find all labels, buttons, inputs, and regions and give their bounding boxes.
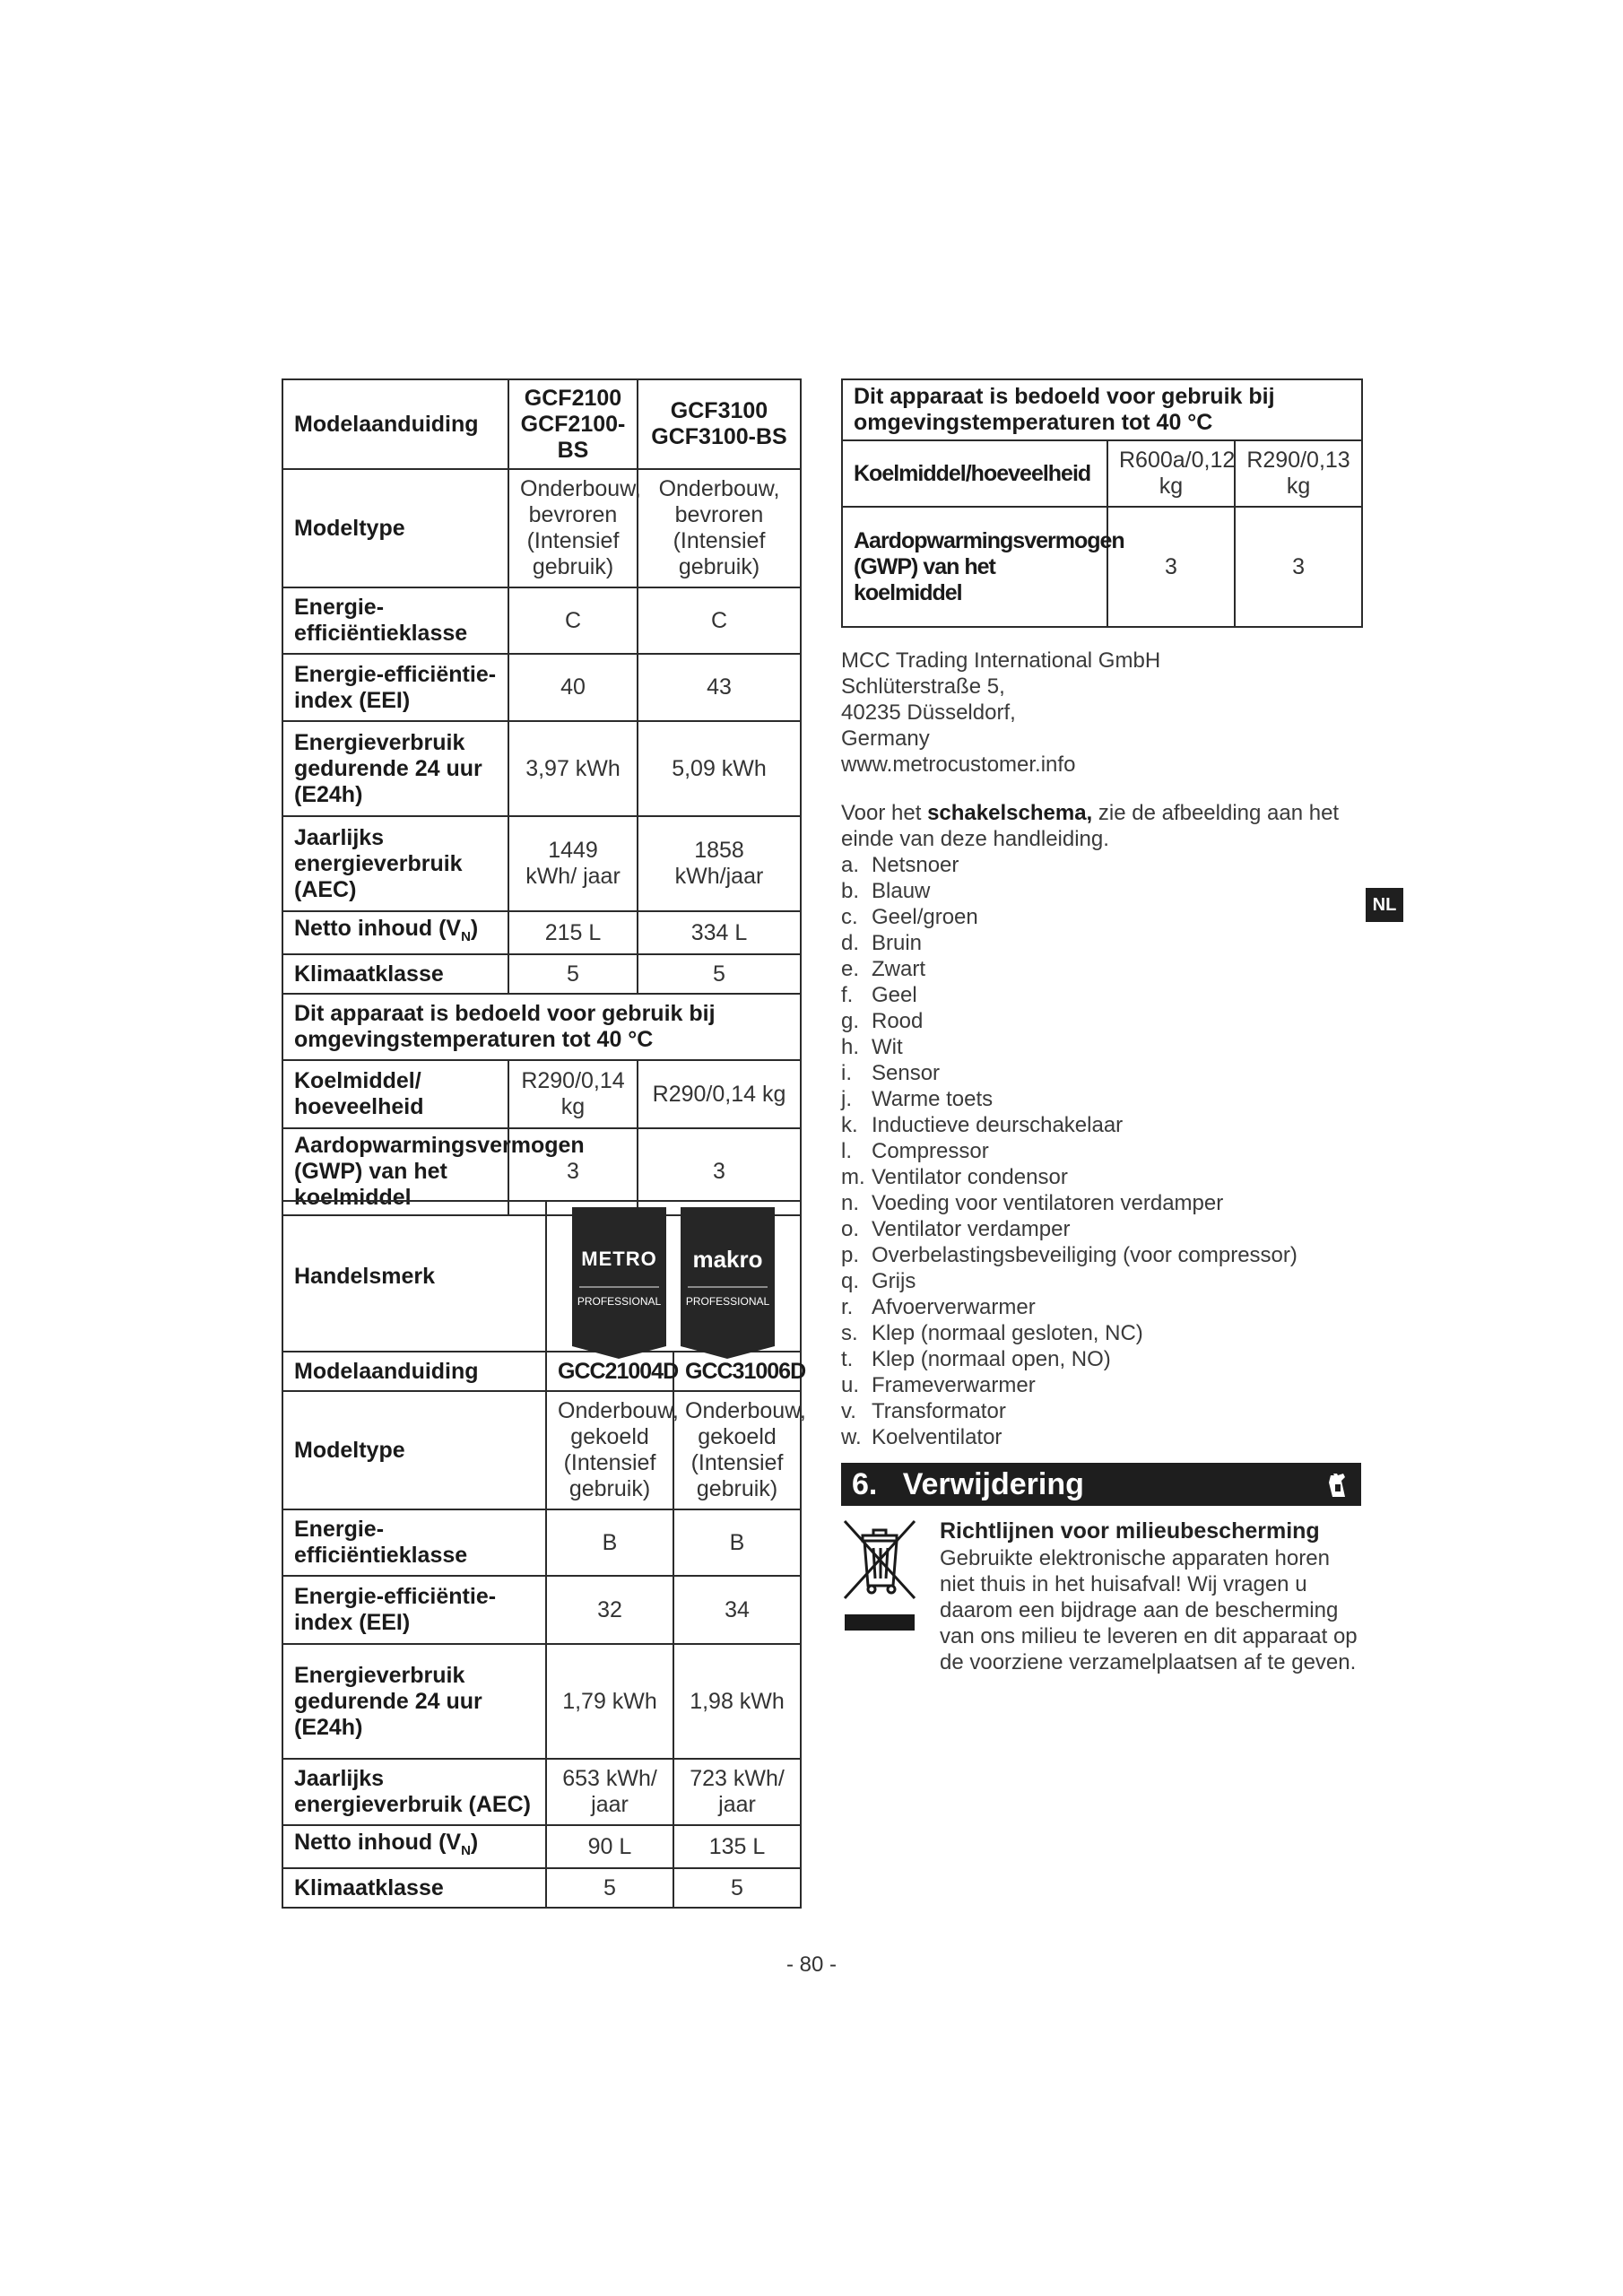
aec-value: 723 kWh/ jaar: [673, 1759, 801, 1825]
climate-class-value: 5: [546, 1868, 673, 1908]
row-label-energy-class: Energie-efficiëntieklasse: [282, 587, 508, 654]
table-row: [282, 1759, 801, 1825]
energy-class-value: B: [673, 1509, 801, 1576]
type-value: Onderbouw, bevroren (Intensief gebruik): [508, 469, 638, 587]
table-row: [282, 721, 801, 816]
table-row: [842, 440, 1362, 507]
energy-class-value: C: [508, 587, 638, 654]
aec-value: 653 kWh/ jaar: [546, 1759, 673, 1825]
model-gcf2100: GCF2100 GCF2100-BS: [508, 379, 638, 469]
refrigerant-value: R290/0,14 kg: [638, 1060, 801, 1128]
wiring-legend-block: [841, 800, 1361, 1450]
climate-class-value: 5: [638, 954, 801, 994]
model-gcc31006d: GCC31006D: [673, 1352, 801, 1391]
language-tab-nl: NL: [1366, 888, 1403, 922]
list-item: g. Rood: [841, 1009, 924, 1033]
refrigerant-value: R290/0,14 kg: [508, 1060, 638, 1128]
table-row: [282, 379, 801, 469]
table-row: [282, 816, 801, 911]
list-item: a. Netsnoer: [841, 853, 959, 877]
type-value: Onderbouw, gekoeld (Intensief gebruik): [546, 1391, 673, 1509]
list-item: d. Bruin: [841, 931, 923, 955]
list-item: f. Geel: [841, 983, 917, 1007]
table-row: [842, 507, 1362, 627]
ambient-temperature-note: Dit apparaat is bedoeld voor gebruik bij omgevingstemperaturen tot 40 °C: [282, 994, 801, 1060]
table-row: [282, 469, 801, 587]
list-item: e. Zwart: [841, 957, 925, 981]
net-volume-value: 334 L: [638, 911, 801, 954]
list-item: r. Afvoerverwarmer: [841, 1295, 1036, 1319]
eei-value: 40: [508, 654, 638, 721]
wiring-intro: Voor het schakelschema, zie de afbeelding aan het einde van deze handleiding.: [841, 801, 1340, 851]
row-label-refrigerant: Koelmiddel/ hoeveelheid: [282, 1060, 508, 1128]
eco-guideline-text: Gebruikte elektronische apparaten horen niet thuis in het huisafval! Wij vragen u daarom een bijdrage aan de bescherming van ons milieu te leveren en dit apparaat op de voorziene verzamelplaatsen af te geven.: [940, 1546, 1358, 1674]
list-item: v. Transformator: [841, 1399, 1006, 1423]
refrigerant-value: R600a/0,12 kg: [1107, 440, 1235, 507]
e24h-value: 5,09 kWh: [638, 721, 801, 816]
gwp-value: 3: [1107, 507, 1235, 627]
spec-table-gcc: [282, 1200, 806, 1909]
row-label-aec: Jaarlijks energieverbruik (AEC): [282, 816, 508, 911]
metro-professional-logo: METRO PROFESSIONAL: [572, 1207, 666, 1346]
row-label-model: Modelaanduiding: [282, 1352, 546, 1391]
row-label-gwp: Aardopwarmingsvermogen (GWP) van het koelmiddel: [842, 507, 1107, 627]
type-value: Onderbouw, gekoeld (Intensief gebruik): [673, 1391, 801, 1509]
address-line: Germany: [841, 726, 930, 751]
gwp-value: 3: [1235, 507, 1362, 627]
row-label-net-volume: Netto inhoud $(V_N)$: [282, 911, 508, 954]
row-label-type: Modeltype: [282, 1391, 546, 1509]
row-label-eei: Energie-efficiëntie-index (EEI): [282, 1576, 546, 1644]
table-row: [282, 654, 801, 721]
list-item: k. Inductieve deurschakelaar: [841, 1113, 1124, 1137]
row-label-climate-class: Klimaatklasse: [282, 1868, 546, 1908]
aec-value: 1449 kWh/ jaar: [508, 816, 638, 911]
model-gcc21004d: GCC21004D: [546, 1352, 673, 1391]
list-item: l. Compressor: [841, 1139, 989, 1163]
spec-table-gcf: [282, 378, 802, 1216]
type-value: Onderbouw, bevroren (Intensief gebruik): [638, 469, 801, 587]
row-label-refrigerant: Koelmiddel/hoeveelheid: [842, 440, 1107, 507]
address-line: 40235 Düsseldorf,: [841, 700, 1016, 725]
table-row: [282, 1060, 801, 1128]
list-item: u. Frameverwarmer: [841, 1373, 1036, 1397]
row-label-climate-class: Klimaatklasse: [282, 954, 508, 994]
net-volume-value: 90 L: [546, 1825, 673, 1868]
list-item: b. Blauw: [841, 879, 931, 903]
table-row: [842, 379, 1362, 440]
eco-guideline-title: Richtlijnen voor milieubescherming: [940, 1518, 1320, 1544]
page-number: - 80 -: [785, 1952, 837, 1977]
address-line: MCC Trading International GmbH: [841, 648, 1161, 673]
table-row: [282, 1509, 801, 1576]
list-item: h. Wit: [841, 1035, 903, 1059]
table-row: [282, 1391, 801, 1509]
table-row: [282, 1644, 801, 1759]
row-label-type: Modeltype: [282, 469, 508, 587]
address-line: Schlüterstraße 5,: [841, 674, 1005, 699]
e24h-value: 1,79 kWh: [546, 1644, 673, 1759]
section-title: 6. Verwijdering: [852, 1467, 1084, 1501]
list-item: s. Klep (normaal gesloten, NC): [841, 1321, 1143, 1345]
energy-class-value: C: [638, 587, 801, 654]
makro-professional-logo: makro PROFESSIONAL: [681, 1207, 775, 1346]
eei-value: 32: [546, 1576, 673, 1644]
disposal-hand-icon: [1325, 1470, 1350, 1499]
table-row: [282, 1825, 801, 1868]
eei-value: 43: [638, 654, 801, 721]
net-volume-value: 215 L: [508, 911, 638, 954]
spec-table-refrigerant: [841, 378, 1363, 628]
net-volume-value: 135 L: [673, 1825, 801, 1868]
list-item: t. Klep (normaal open, NO): [841, 1347, 1111, 1371]
table-row: [282, 911, 801, 954]
row-label-net-volume: Netto inhoud $(V_N)$: [282, 1825, 546, 1868]
table-row: [282, 954, 801, 994]
gwp-value: 3: [508, 1128, 638, 1215]
model-gcf3100: GCF3100 GCF3100-BS: [638, 379, 801, 469]
list-item: p. Overbelastingsbeveiliging (voor compressor): [841, 1243, 1298, 1267]
brand-logos: [546, 1201, 801, 1352]
table-row: [282, 1201, 801, 1352]
wiring-legend: [841, 852, 1361, 1450]
table-row: [282, 1576, 801, 1644]
refrigerant-value: R290/0,13 kg: [1235, 440, 1362, 507]
row-label-model: Modelaanduiding: [282, 379, 508, 469]
row-label-eei: Energie-efficiëntie-index (EEI): [282, 654, 508, 721]
list-item: c. Geel/groen: [841, 905, 978, 929]
row-label-brand: Handelsmerk: [282, 1201, 546, 1352]
list-item: n. Voeding voor ventilatoren verdamper: [841, 1191, 1224, 1215]
section-header-disposal: [841, 1463, 1361, 1506]
list-item: m. Ventilator condensor: [841, 1165, 1068, 1189]
row-label-gwp: Aardopwarmingsvermogen (GWP) van het koelmiddel: [282, 1128, 508, 1215]
list-item: w. Koelventilator: [841, 1425, 1002, 1449]
row-label-e24h: Energieverbruik gedurende 24 uur (E24h): [282, 721, 508, 816]
table-row: [282, 1868, 801, 1908]
manufacturer-address: [841, 648, 1160, 778]
ambient-temperature-note: Dit apparaat is bedoeld voor gebruik bij omgevingstemperaturen tot 40 °C: [842, 379, 1362, 440]
climate-class-value: 5: [673, 1868, 801, 1908]
list-item: o. Ventilator verdamper: [841, 1217, 1071, 1241]
crossed-out-wheelie-bin-icon: [841, 1516, 918, 1632]
aec-value: 1858 kWh/jaar: [638, 816, 801, 911]
row-label-energy-class: Energie-efficiëntieklasse: [282, 1509, 546, 1576]
energy-class-value: B: [546, 1509, 673, 1576]
address-link[interactable]: www.metrocustomer.info: [841, 752, 1076, 777]
e24h-value: 1,98 kWh: [673, 1644, 801, 1759]
list-item: j. Warme toets: [841, 1087, 994, 1111]
row-label-e24h: Energieverbruik gedurende 24 uur (E24h): [282, 1644, 546, 1759]
e24h-value: 3,97 kWh: [508, 721, 638, 816]
table-row: [282, 587, 801, 654]
row-label-aec: Jaarlijks energieverbruik (AEC): [282, 1759, 546, 1825]
table-row: [282, 994, 801, 1060]
climate-class-value: 5: [508, 954, 638, 994]
list-item: q. Grijs: [841, 1269, 916, 1293]
gwp-value: 3: [638, 1128, 801, 1215]
list-item: i. Sensor: [841, 1061, 941, 1085]
eei-value: 34: [673, 1576, 801, 1644]
